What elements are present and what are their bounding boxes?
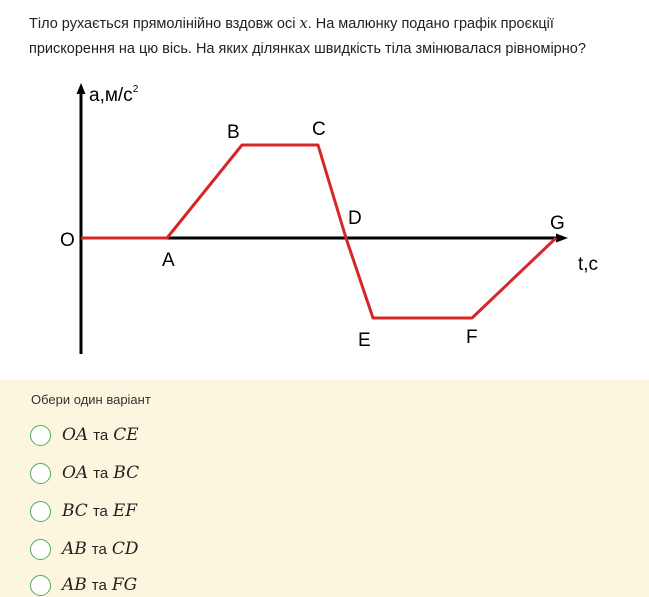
point-label-b: B [227,122,240,143]
answer-label: AB та FG [62,575,138,595]
point-label-a: A [162,250,175,271]
y-axis-arrow [77,83,86,94]
point-label-o: O [60,230,75,251]
answers-panel [0,380,649,597]
answers-title: Обери один варіант [31,392,151,407]
answer-option-4[interactable] [30,536,330,562]
answer-option-1[interactable] [30,422,330,448]
acceleration-line [81,145,556,318]
question-part-1: Тіло рухається прямолінійно вздовж осі [29,16,300,32]
point-label-c: C [312,119,326,140]
radio-button[interactable] [30,501,51,522]
radio-button[interactable] [30,575,51,596]
answer-option-3[interactable] [30,498,330,524]
question-part-2: . На малюнку подано графік проєкції прискорення на цю вісь. На яких ділянках швидкість тіла змінювалася рівномірно? [29,16,586,57]
x-axis-arrow [556,234,568,243]
axis-variable: x [299,16,308,32]
answer-option-5[interactable] [30,572,330,597]
question-text [29,12,629,62]
point-label-e: E [358,330,371,351]
answer-label: OA та BC [62,463,140,483]
y-axis-label: $a,м/с^2$ [89,84,139,106]
answer-label: AB та CD [62,539,139,559]
point-label-d: D [348,208,362,229]
answer-label: OA та CE [62,425,139,445]
radio-button[interactable] [30,539,51,560]
answer-option-2[interactable] [30,460,330,486]
x-axis-label: t,с [578,254,599,275]
point-label-f: F [466,327,478,348]
radio-button[interactable] [30,463,51,484]
answer-label: BC та EF [62,501,138,521]
point-label-g: G [550,213,565,234]
acceleration-graph [48,78,608,368]
radio-button[interactable] [30,425,51,446]
